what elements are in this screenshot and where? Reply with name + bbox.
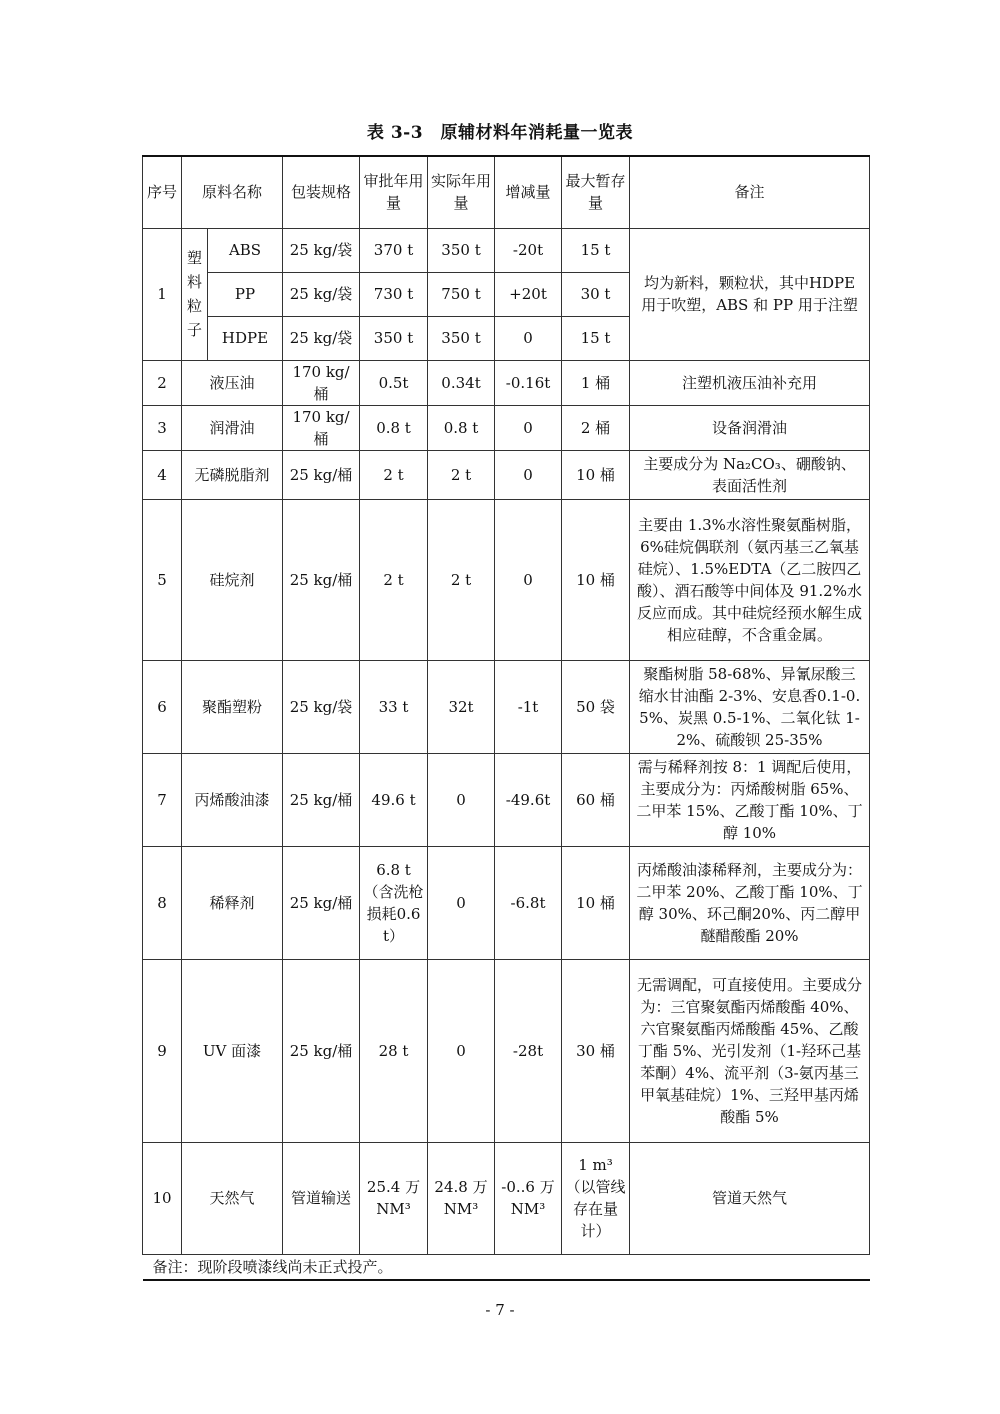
cell-actual: 0 — [428, 753, 495, 846]
cell-name: 天然气 — [182, 1142, 283, 1254]
cell-no: 10 — [143, 1142, 182, 1254]
cell-pack: 170 kg/桶 — [283, 360, 360, 405]
cell-approved: 0.5t — [360, 360, 428, 405]
cell-no: 7 — [143, 753, 182, 846]
cell-max: 2 桶 — [562, 405, 630, 450]
table-row — [143, 660, 870, 753]
cell-max: 50 袋 — [562, 660, 630, 753]
header-pack: 包装规格 — [283, 156, 360, 228]
header-approved: 审批年用量 — [360, 156, 428, 228]
table-title: 表 3-3 原辅材料年消耗量一览表 — [366, 123, 634, 143]
cell-actual: 32t — [428, 660, 495, 753]
table-row — [143, 846, 870, 959]
cell-pack: 25 kg/桶 — [283, 499, 360, 660]
table-row — [143, 450, 870, 499]
cell-no: 8 — [143, 846, 182, 959]
cell-max: 30 t — [562, 272, 630, 316]
cell-actual: 0.8 t — [428, 405, 495, 450]
cell-no: 3 — [143, 405, 182, 450]
cell-approved: 49.6 t — [360, 753, 428, 846]
cell-note: 均为新料，颗粒状，其中HDPE 用于吹塑，ABS 和 PP 用于注塑 — [630, 228, 870, 360]
cell-change: +20t — [495, 272, 562, 316]
cell-note: 设备润滑油 — [630, 405, 870, 450]
cell-change: -0..6 万 NM³ — [495, 1142, 562, 1254]
cell-change: 0 — [495, 316, 562, 360]
cell-max: 15 t — [562, 228, 630, 272]
cell-name: 无磷脱脂剂 — [182, 450, 283, 499]
cell-no: 2 — [143, 360, 182, 405]
cell-pack: 25 kg/袋 — [283, 316, 360, 360]
cell-pack: 25 kg/桶 — [283, 846, 360, 959]
cell-note: 丙烯酸油漆稀释剂，主要成分为：二甲苯 20%、乙酸丁酯 10%、丁醇 30%、环己酮20%、丙二醇甲醚醋酸酯 20% — [630, 846, 870, 959]
cell-approved: 730 t — [360, 272, 428, 316]
cell-name: 液压油 — [182, 360, 283, 405]
cell-approved: 2 t — [360, 499, 428, 660]
table-row — [143, 228, 870, 272]
header-no: 序号 — [143, 156, 182, 228]
cell-approved: 2 t — [360, 450, 428, 499]
cell-max: 60 桶 — [562, 753, 630, 846]
cell-approved: 25.4 万 NM³ — [360, 1142, 428, 1254]
header-name: 原料名称 — [182, 156, 283, 228]
cell-name: HDPE — [208, 316, 283, 360]
header-note: 备注 — [630, 156, 870, 228]
cell-change: -20t — [495, 228, 562, 272]
cell-pack: 管道输送 — [283, 1142, 360, 1254]
cell-note: 主要成分为 Na₂CO₃、硼酸钠、表面活性剂 — [630, 450, 870, 499]
cell-name: PP — [208, 272, 283, 316]
footnote-row — [143, 1254, 870, 1280]
cell-actual: 0 — [428, 846, 495, 959]
cell-actual: 24.8 万 NM³ — [428, 1142, 495, 1254]
cell-name: 稀释剂 — [182, 846, 283, 959]
cell-change: -6.8t — [495, 846, 562, 959]
header-max: 最大暂存量 — [562, 156, 630, 228]
cell-name: 聚酯塑粉 — [182, 660, 283, 753]
cell-max: 30 桶 — [562, 959, 630, 1142]
table-row — [143, 499, 870, 660]
cell-no: 1 — [143, 228, 182, 360]
cell-pack: 25 kg/袋 — [283, 228, 360, 272]
cell-note: 管道天然气 — [630, 1142, 870, 1254]
footnote: 备注：现阶段喷漆线尚未正式投产。 — [143, 1254, 870, 1280]
cell-no: 9 — [143, 959, 182, 1142]
cell-approved: 6.8 t（含洗枪损耗0.6 t） — [360, 846, 428, 959]
table-header-row — [143, 156, 870, 228]
cell-change: -49.6t — [495, 753, 562, 846]
cell-name: 硅烷剂 — [182, 499, 283, 660]
table-row — [143, 753, 870, 846]
cell-pack: 25 kg/袋 — [283, 660, 360, 753]
cell-no: 6 — [143, 660, 182, 753]
table-row — [143, 405, 870, 450]
cell-change: 0 — [495, 405, 562, 450]
cell-approved: 33 t — [360, 660, 428, 753]
cell-max: 1 桶 — [562, 360, 630, 405]
cell-approved: 370 t — [360, 228, 428, 272]
header-change: 增减量 — [495, 156, 562, 228]
cell-actual: 0.34t — [428, 360, 495, 405]
cell-group-name: 塑料粒子 — [182, 228, 208, 360]
cell-actual: 350 t — [428, 228, 495, 272]
cell-pack: 25 kg/桶 — [283, 450, 360, 499]
cell-note: 需与稀释剂按 8：1 调配后使用，主要成分为：丙烯酸树脂 65%、二甲苯 15%、乙酸丁酯 10%、丁醇 10% — [630, 753, 870, 846]
header-actual: 实际年用量 — [428, 156, 495, 228]
cell-name: 润滑油 — [182, 405, 283, 450]
table-row — [143, 1142, 870, 1254]
cell-name: UV 面漆 — [182, 959, 283, 1142]
cell-name: 丙烯酸油漆 — [182, 753, 283, 846]
cell-change: 0 — [495, 450, 562, 499]
cell-note: 聚酯树脂 58-68%、异氰尿酸三缩水甘油酯 2-3%、安息香0.1-0.5%、炭黑 0.5-1%、二氧化钛 1-2%、硫酸钡 25-35% — [630, 660, 870, 753]
table-row — [143, 959, 870, 1142]
cell-name: ABS — [208, 228, 283, 272]
cell-note: 无需调配，可直接使用。主要成分为：三官聚氨酯丙烯酸酯 40%、六官聚氨酯丙烯酸酯 45%、乙酸丁酯 5%、光引发剂（1-羟环己基苯酮）4%、流平剂（3-氨丙基三甲氧基硅烷）1%、三羟甲基丙烯酸酯 5% — [630, 959, 870, 1142]
cell-change: 0 — [495, 499, 562, 660]
cell-approved: 0.8 t — [360, 405, 428, 450]
cell-max: 10 桶 — [562, 499, 630, 660]
cell-max: 10 桶 — [562, 846, 630, 959]
materials-table — [142, 155, 870, 1281]
cell-pack: 25 kg/袋 — [283, 272, 360, 316]
table-row — [143, 360, 870, 405]
cell-actual: 350 t — [428, 316, 495, 360]
cell-pack: 25 kg/桶 — [283, 959, 360, 1142]
cell-note: 注塑机液压油补充用 — [630, 360, 870, 405]
cell-change: -0.16t — [495, 360, 562, 405]
cell-max: 15 t — [562, 316, 630, 360]
cell-actual: 750 t — [428, 272, 495, 316]
cell-pack: 170 kg/桶 — [283, 405, 360, 450]
cell-actual: 2 t — [428, 450, 495, 499]
cell-no: 4 — [143, 450, 182, 499]
cell-max: 10 桶 — [562, 450, 630, 499]
cell-approved: 350 t — [360, 316, 428, 360]
cell-change: -1t — [495, 660, 562, 753]
cell-actual: 2 t — [428, 499, 495, 660]
cell-pack: 25 kg/桶 — [283, 753, 360, 846]
cell-actual: 0 — [428, 959, 495, 1142]
page-number: - 7 - — [485, 1301, 515, 1319]
cell-note: 主要由 1.3%水溶性聚氨酯树脂，6%硅烷偶联剂（氨丙基三乙氧基硅烷）、1.5%EDTA（乙二胺四乙酸）、酒石酸等中间体及 91.2%水反应而成。其中硅烷经预水解生成相应硅醇，不含重金属。 — [630, 499, 870, 660]
cell-no: 5 — [143, 499, 182, 660]
cell-max: 1 m³（以管线存在量计） — [562, 1142, 630, 1254]
cell-change: -28t — [495, 959, 562, 1142]
cell-approved: 28 t — [360, 959, 428, 1142]
